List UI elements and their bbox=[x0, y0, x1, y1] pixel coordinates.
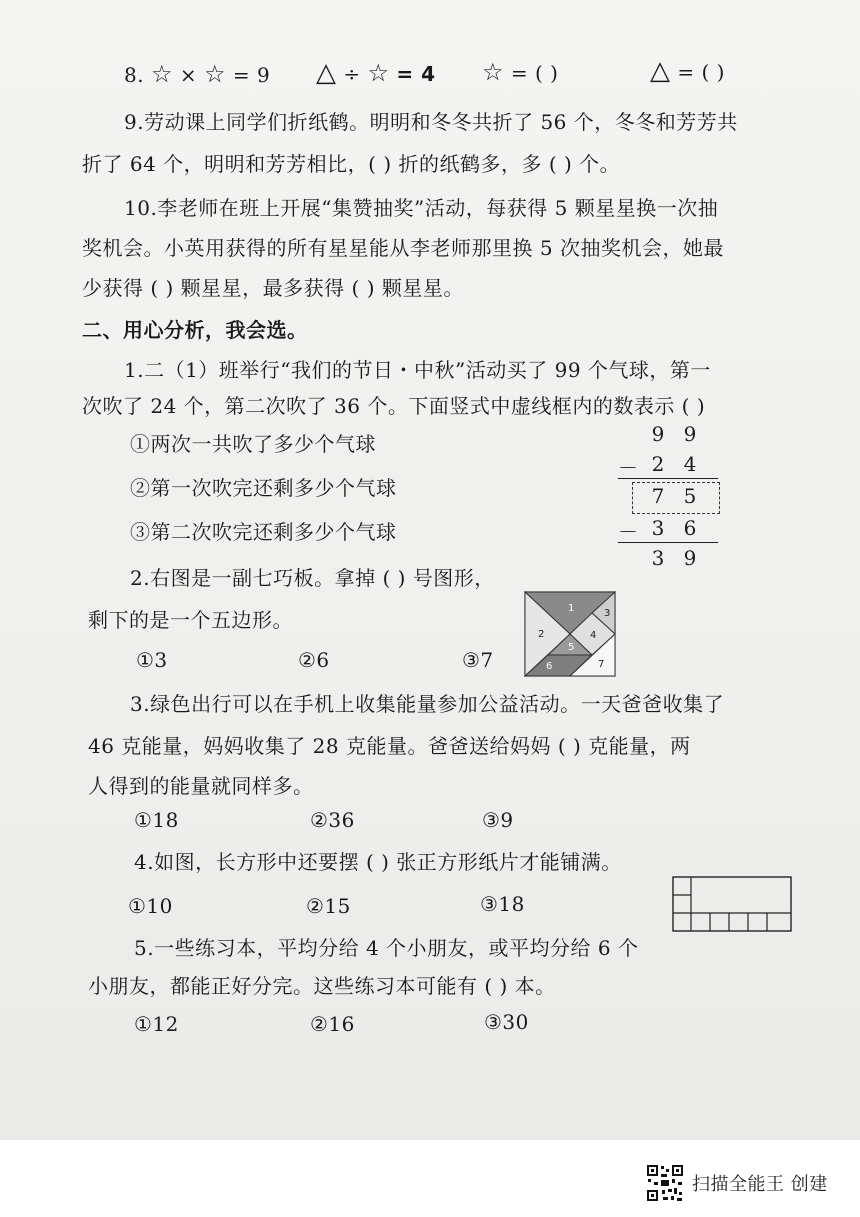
star-icon: ☆ bbox=[482, 58, 505, 86]
watermark-text: 扫描全能王 创建 bbox=[692, 1174, 828, 1195]
s2q2-line-1: 2.右图是一副七巧板。拿掉 ( ) 号图形， bbox=[130, 566, 495, 590]
digit: 9 bbox=[683, 422, 697, 446]
minus-sign: － bbox=[618, 520, 638, 544]
s2q3-option-3: ③9 bbox=[482, 808, 514, 832]
s2q5-option-1: ①12 bbox=[134, 1012, 179, 1036]
tangram-label: 1 bbox=[568, 603, 575, 614]
s2q5-option-3: ③30 bbox=[484, 1010, 529, 1034]
s2q3-line-1: 3.绿色出行可以在手机上收集能量参加公益活动。一天爸爸收集了 bbox=[130, 692, 725, 716]
q8-times: × bbox=[179, 63, 198, 87]
s2q5-option-2: ②16 bbox=[310, 1012, 355, 1036]
star-icon: ☆ bbox=[203, 60, 226, 88]
q8-eq1: = 9 bbox=[232, 63, 271, 87]
rectangle-grid-figure bbox=[672, 876, 792, 932]
s2q5-line-1: 5.一些练习本，平均分给 4 个小朋友，或平均分给 6 个 bbox=[134, 936, 639, 960]
digit: 2 bbox=[651, 452, 665, 476]
q8-div: ÷ bbox=[343, 62, 361, 86]
q8-line bbox=[124, 60, 270, 88]
digit: 9 bbox=[651, 422, 665, 446]
section-2-title: 二、用心分析，我会选。 bbox=[82, 318, 308, 342]
q9-line-1: 9.劳动课上同学们折纸鹤。明明和冬冬共折了 56 个，冬冬和芳芳共 bbox=[124, 110, 738, 134]
s2q4-option-1: ①10 bbox=[128, 894, 173, 918]
digit: 5 bbox=[683, 484, 697, 508]
s2q4-option-2: ②15 bbox=[306, 894, 351, 918]
tangram-label: 6 bbox=[546, 661, 553, 672]
s2q2-option-3: ③7 bbox=[462, 648, 494, 672]
s2q5-line-2: 小朋友，都能正好分完。这些练习本可能有 ( ) 本。 bbox=[88, 974, 556, 998]
s2q3-option-1: ①18 bbox=[134, 808, 179, 832]
tangram-label: 4 bbox=[590, 630, 597, 641]
s2q4-option-3: ③18 bbox=[480, 892, 525, 916]
star-icon: ☆ bbox=[150, 60, 173, 88]
divider-line bbox=[618, 542, 718, 543]
divider-line bbox=[618, 478, 718, 479]
qr-code-icon bbox=[646, 1164, 684, 1202]
s2q2-line-2: 剩下的是一个五边形。 bbox=[88, 608, 293, 632]
digit: 3 bbox=[651, 546, 665, 570]
tangram-label: 3 bbox=[604, 608, 611, 619]
q8-number: 8. bbox=[124, 63, 145, 87]
digit: 9 bbox=[683, 546, 697, 570]
tangram-label: 7 bbox=[598, 659, 605, 670]
q8-answer-triangle bbox=[650, 56, 725, 86]
s2q1-option-2: ②第一次吹完还剩多少个气球 bbox=[130, 476, 397, 500]
vertical-subtraction bbox=[612, 418, 722, 568]
q8-ans-star: = ( ) bbox=[510, 61, 559, 85]
scanner-watermark bbox=[646, 1163, 828, 1203]
digit: 3 bbox=[651, 516, 665, 540]
s2q1-option-3: ③第二次吹完还剩多少个气球 bbox=[130, 520, 397, 544]
s2q1-line-2: 次吹了 24 个，第二次吹了 36 个。下面竖式中虚线框内的数表示 ( ) bbox=[82, 394, 706, 418]
star-icon: ☆ bbox=[367, 59, 390, 87]
digit: 7 bbox=[651, 484, 665, 508]
digit: 4 bbox=[683, 452, 697, 476]
tangram-label: 2 bbox=[538, 629, 545, 640]
s2q2-option-1: ①3 bbox=[136, 648, 168, 672]
triangle-icon: △ bbox=[650, 56, 671, 86]
q10-line-2: 奖机会。小英用获得的所有星星能从李老师那里换 5 次抽奖机会，她最 bbox=[82, 236, 724, 260]
q8-ans-tri: = ( ) bbox=[677, 60, 725, 84]
tangram-figure bbox=[524, 591, 616, 677]
q8-eq2: = 4 bbox=[396, 62, 436, 86]
q9-line-2: 折了 64 个，明明和芳芳相比，( ) 折的纸鹤多，多 ( ) 个。 bbox=[82, 152, 621, 176]
minus-sign: － bbox=[618, 456, 638, 480]
q10-line-1: 10.李老师在班上开展“集赞抽奖”活动，每获得 5 颗星星换一次抽 bbox=[124, 196, 719, 220]
s2q3-line-2: 46 克能量，妈妈收集了 28 克能量。爸爸送给妈妈 ( ) 克能量，两 bbox=[88, 734, 691, 758]
s2q4-line-1: 4.如图，长方形中还要摆 ( ) 张正方形纸片才能铺满。 bbox=[134, 850, 622, 874]
q10-line-3: 少获得 ( ) 颗星星，最多获得 ( ) 颗星星。 bbox=[82, 276, 464, 300]
s2q3-line-3: 人得到的能量就同样多。 bbox=[88, 774, 314, 798]
q8-answer-star bbox=[482, 58, 558, 86]
s2q1-line-1: 1.二（1）班举行“我们的节日・中秋”活动买了 99 个气球，第一 bbox=[124, 358, 711, 382]
tangram-label: 5 bbox=[568, 642, 575, 653]
s2q3-option-2: ②36 bbox=[310, 808, 355, 832]
triangle-icon: △ bbox=[316, 58, 337, 88]
s2q1-option-1: ①两次一共吹了多少个气球 bbox=[130, 432, 376, 456]
q8-line-2 bbox=[316, 58, 436, 88]
digit: 6 bbox=[683, 516, 697, 540]
s2q2-option-2: ②6 bbox=[298, 648, 330, 672]
